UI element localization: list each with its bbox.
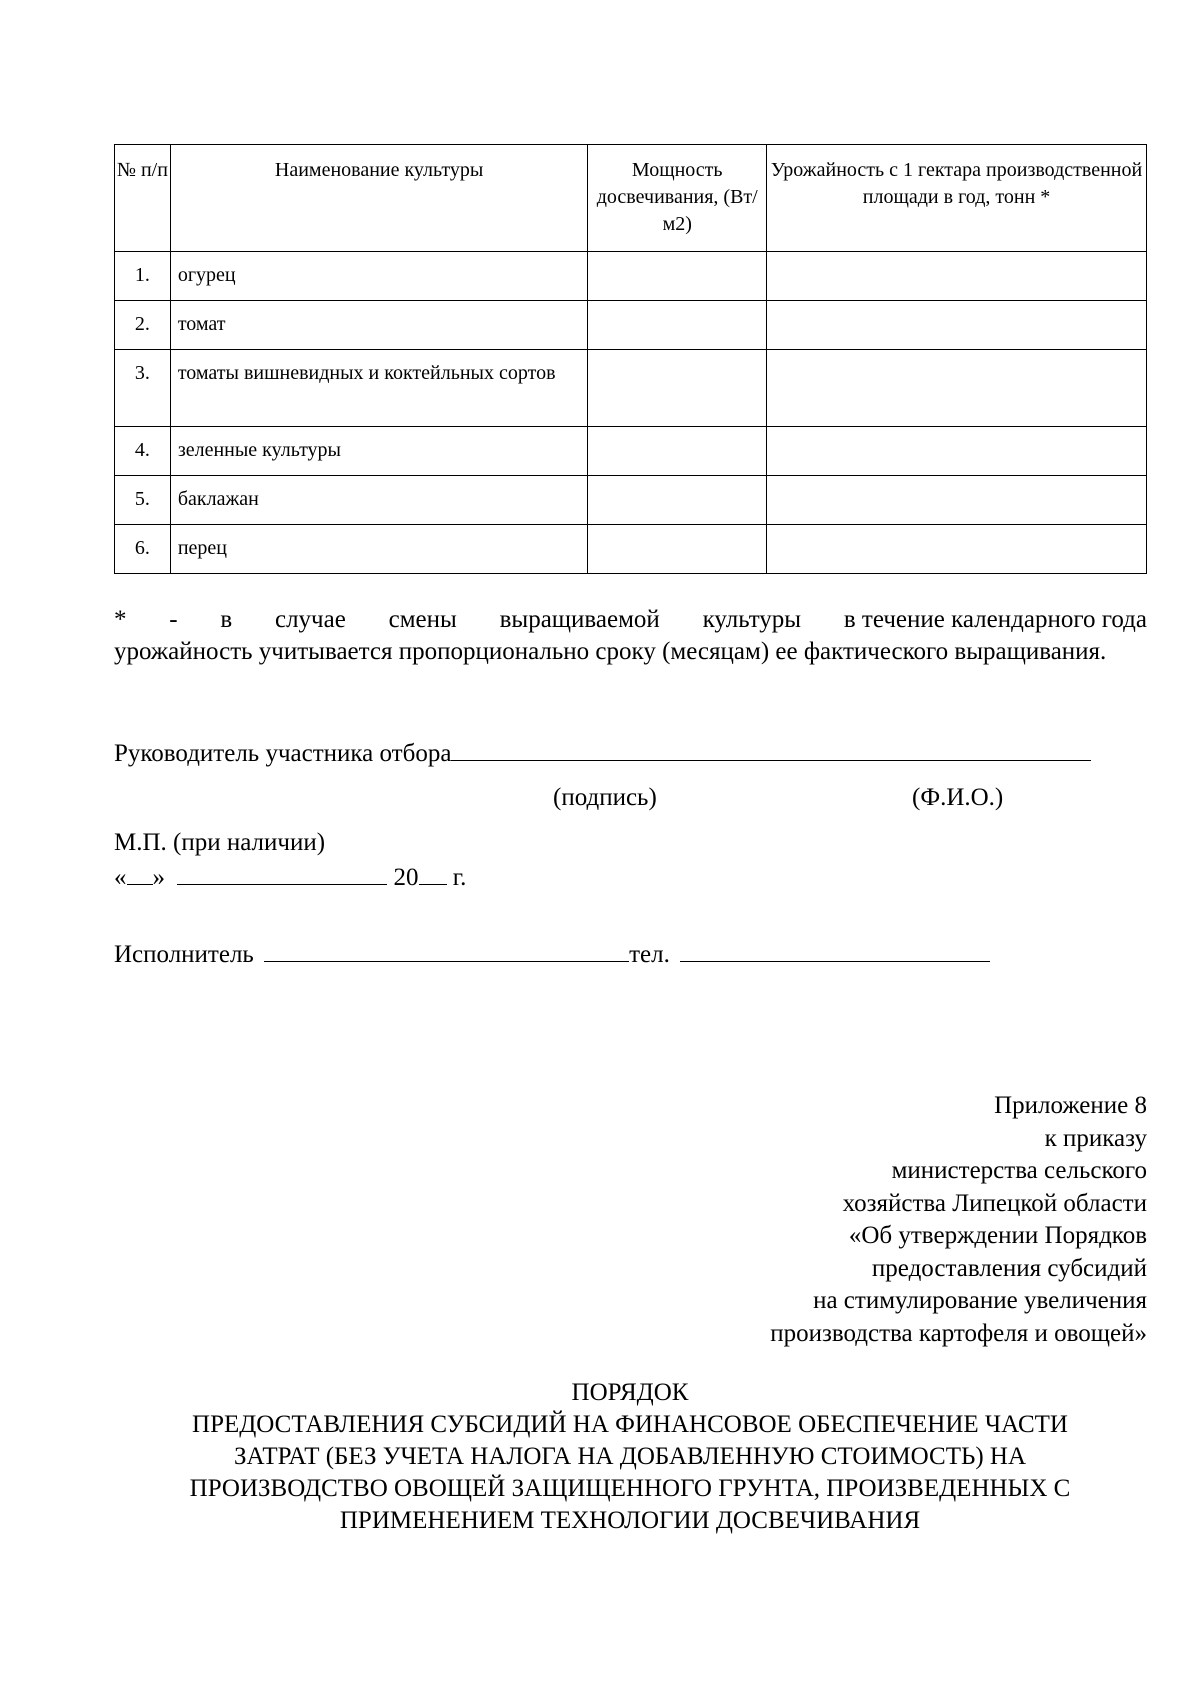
date-day-field[interactable] (127, 860, 153, 885)
table-row (115, 301, 1147, 350)
footnote-word: - (169, 606, 178, 633)
appendix-line: «Об утверждении Порядков (848, 1222, 1147, 1249)
row-power-cell[interactable] (588, 252, 767, 301)
row-number: 1. (115, 252, 171, 301)
head-label: Руководитель участника отбора (114, 740, 452, 767)
row-number: 5. (115, 476, 171, 525)
footnote-word: * (114, 606, 127, 633)
appendix-line: хозяйства Липецкой области (842, 1189, 1147, 1217)
row-crop-name: томаты вишневидных и коктейльных сортов (170, 350, 588, 427)
appendix-line: предоставления субсидий (871, 1254, 1147, 1282)
order-title-line: ПРИМЕНЕНИЕМ ТЕХНОЛОГИИ ДОСВЕЧИВАНИЯ (339, 1507, 921, 1534)
row-crop-name: томат (170, 301, 588, 350)
order-heading: ПОРЯДОК (571, 1379, 689, 1406)
order-title-line: ЗАТРАТ (БЕЗ УЧЕТА НАЛОГА НА ДОБАВЛЕННУЮ СТОИМОСТЬ) НА (233, 1443, 1027, 1470)
header-number: № п/п (115, 145, 171, 252)
year-suffix: г. (452, 864, 467, 891)
footnote-word: в (220, 606, 233, 633)
row-power-cell[interactable] (588, 350, 767, 427)
row-yield-cell[interactable] (767, 301, 1147, 350)
row-crop-name: зеленные культуры (170, 427, 588, 476)
head-signature-field[interactable] (451, 736, 1091, 761)
appendix-line: производства картофеля и овощей» (770, 1319, 1147, 1347)
table-row (115, 350, 1147, 427)
header-crop-name: Наименование культуры (170, 145, 588, 252)
row-crop-name: огурец (170, 252, 588, 301)
footnote-word: культуры (702, 606, 802, 633)
row-yield-cell[interactable] (767, 252, 1147, 301)
head-signature-line (114, 736, 1091, 770)
row-power-cell[interactable] (588, 427, 767, 476)
date-close-quote: » (152, 864, 165, 891)
header-lighting-power: Мощность досвечивания, (Вт/м2) (588, 145, 767, 252)
table-row (115, 427, 1147, 476)
row-yield-cell[interactable] (767, 525, 1147, 574)
fio-caption: (Ф.И.О.) (912, 784, 1004, 811)
phone-label: тел. (629, 941, 670, 968)
row-number: 6. (115, 525, 171, 574)
appendix-block (547, 1090, 1147, 1350)
footnote-word: в течение календарного года (843, 606, 1147, 633)
executor-label: Исполнитель (114, 941, 254, 968)
order-title (100, 1377, 1160, 1537)
footnote-word: выращиваемой (499, 606, 660, 633)
row-yield-cell[interactable] (767, 427, 1147, 476)
footnote-word: случае (274, 606, 346, 633)
row-power-cell[interactable] (588, 301, 767, 350)
year-field[interactable] (419, 860, 447, 885)
executor-line (114, 937, 990, 971)
row-number: 3. (115, 350, 171, 427)
year-prefix: 20 (393, 864, 419, 891)
executor-field[interactable] (264, 937, 629, 962)
stamp-label: М.П. (при наличии) (114, 829, 326, 856)
table-row (115, 476, 1147, 525)
date-line (114, 860, 466, 894)
date-open-quote: « (114, 864, 127, 891)
sign-caption: (подпись) (553, 784, 657, 811)
phone-field[interactable] (680, 937, 990, 962)
appendix-line: к приказу (1044, 1124, 1147, 1152)
footnote-rest: урожайность учитывается пропорционально сроку (месяцам) ее фактического выращивания. (114, 638, 1107, 665)
crops-table (114, 144, 1147, 574)
row-crop-name: баклажан (170, 476, 588, 525)
footnote-word: смены (388, 606, 457, 633)
table-header-row (115, 145, 1147, 252)
appendix-line: на стимулирование увеличения (813, 1287, 1147, 1314)
row-yield-cell[interactable] (767, 476, 1147, 525)
date-month-field[interactable] (177, 860, 387, 885)
table-row (115, 252, 1147, 301)
order-title-line: ПРОИЗВОДСТВО ОВОЩЕЙ ЗАЩИЩЕННОГО ГРУНТА, ПРОИЗВЕДЕННЫХ С (189, 1475, 1071, 1502)
row-power-cell[interactable] (588, 525, 767, 574)
order-title-line: ПРЕДОСТАВЛЕНИЯ СУБСИДИЙ НА ФИНАНСОВОЕ ОБЕСПЕЧЕНИЕ ЧАСТИ (192, 1411, 1068, 1438)
footnote (114, 604, 1147, 668)
appendix-line: Приложение 8 (994, 1092, 1147, 1119)
row-power-cell[interactable] (588, 476, 767, 525)
row-crop-name: перец (170, 525, 588, 574)
row-number: 4. (115, 427, 171, 476)
header-yield: Урожайность с 1 гектара производственной площади в год, тонн * (767, 145, 1147, 252)
row-yield-cell[interactable] (767, 350, 1147, 427)
table-row (115, 525, 1147, 574)
appendix-line: министерства сельского (891, 1157, 1147, 1184)
footnote-first-line (114, 604, 1147, 636)
row-number: 2. (115, 301, 171, 350)
